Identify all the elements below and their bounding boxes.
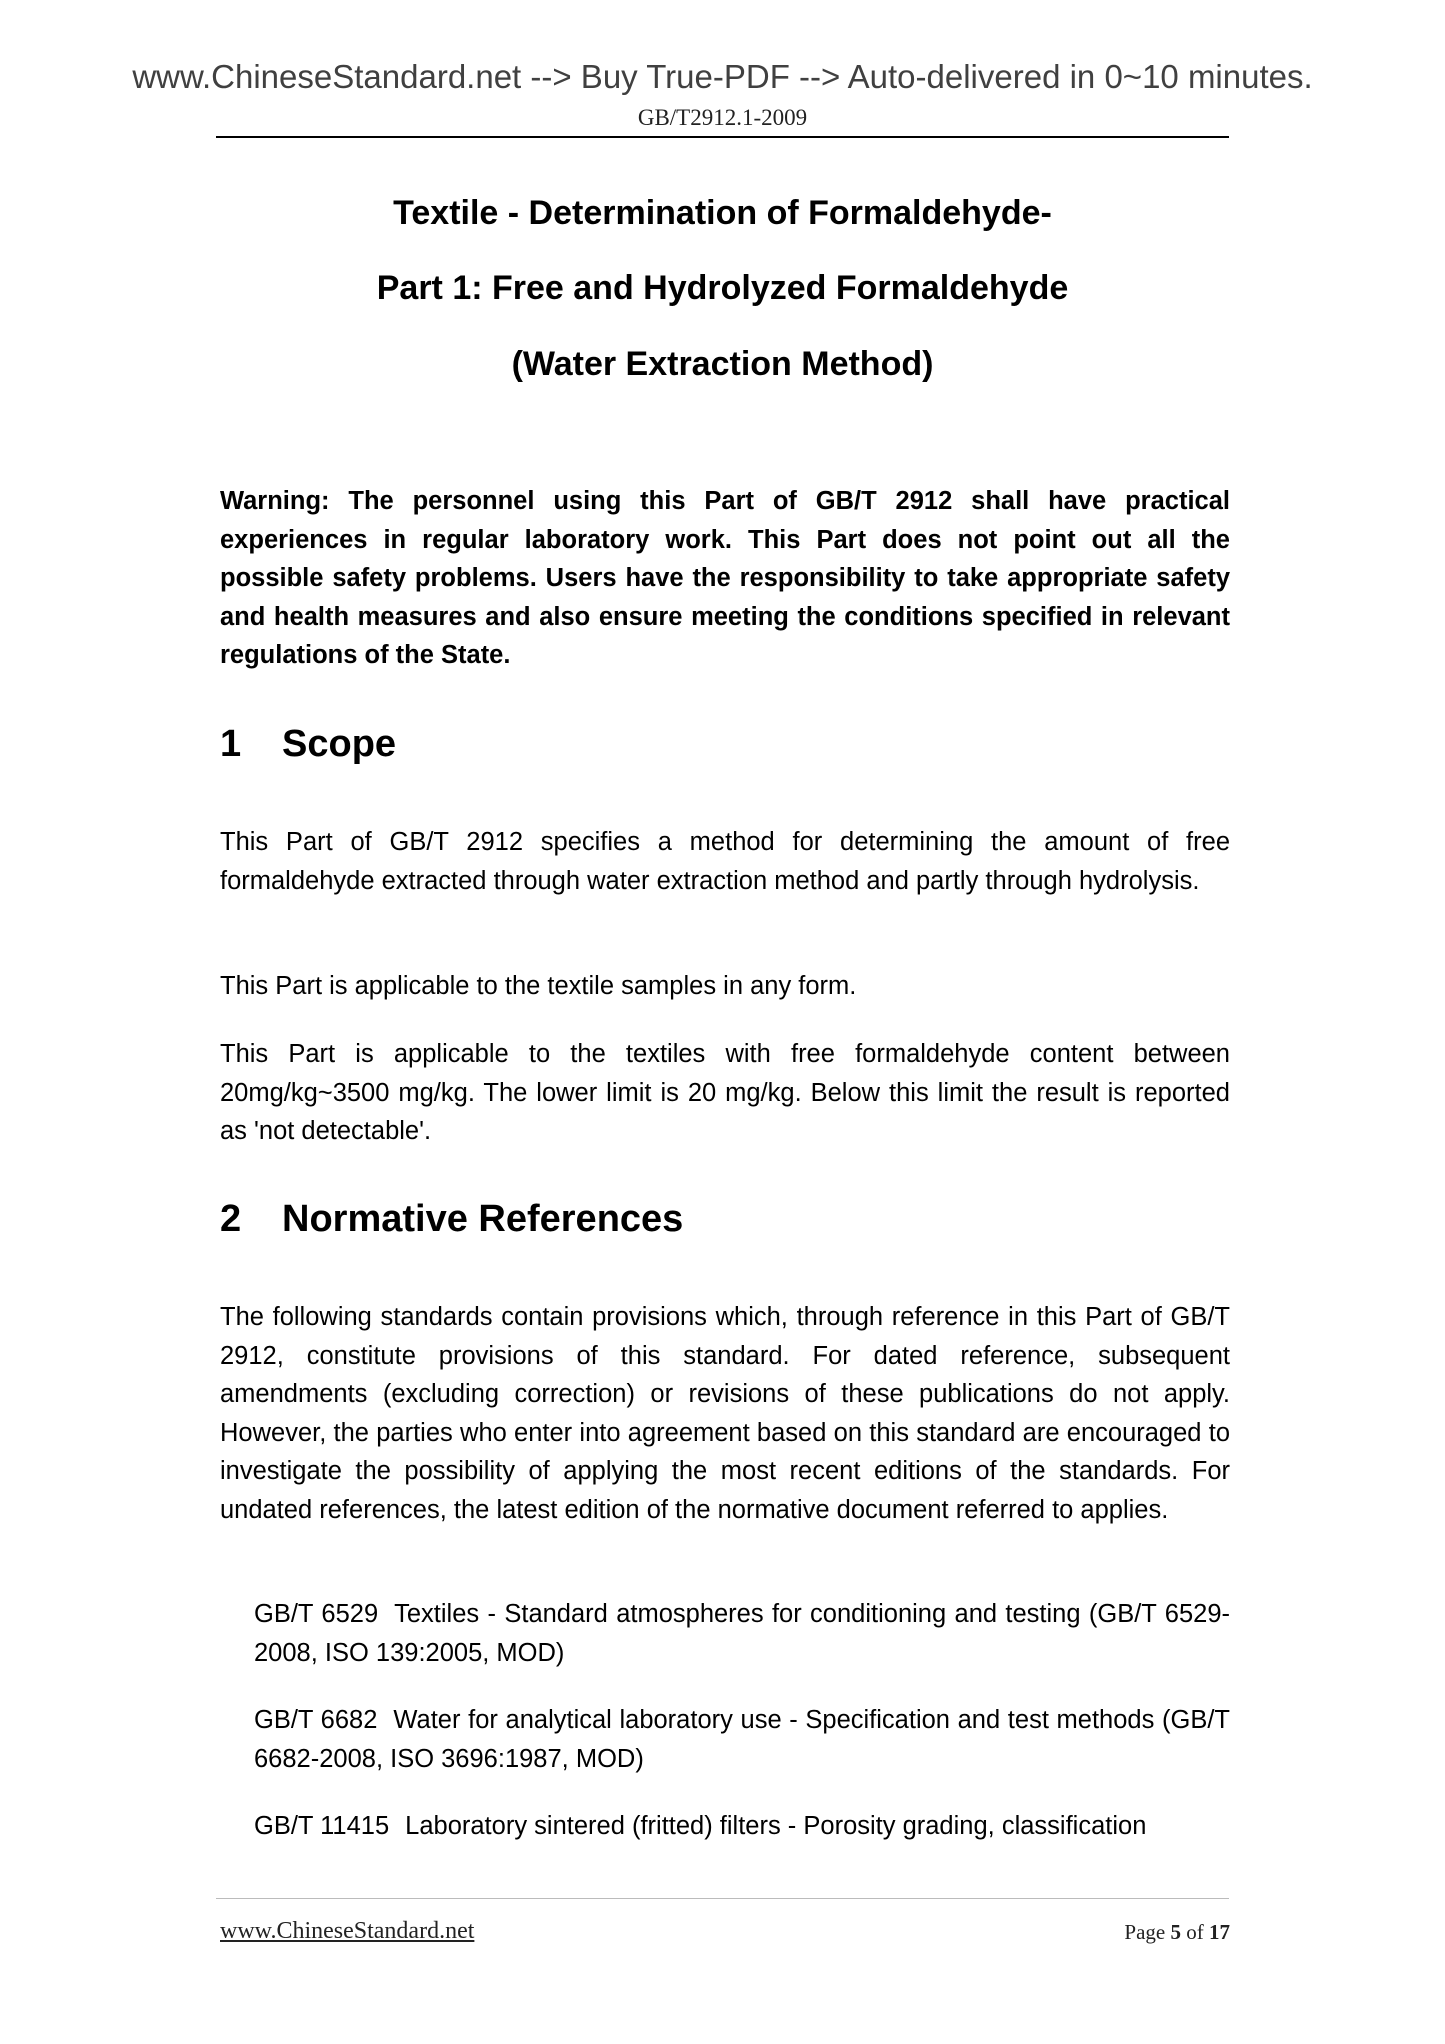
page-total: 17 <box>1209 1920 1230 1944</box>
section-title: Normative References <box>282 1198 684 1240</box>
section-title: Scope <box>282 723 397 765</box>
warning-block <box>220 482 1230 675</box>
scope-paragraph-2 <box>220 967 1230 1006</box>
reference-item <box>254 1595 1230 1672</box>
scope-paragraph-3 <box>220 1035 1230 1151</box>
section-number: 1 <box>220 723 242 765</box>
section-2-heading <box>220 1198 1230 1241</box>
site-banner[interactable]: www.ChineseStandard.net --> Buy True-PDF --> Auto-delivered in 0~10 minutes. <box>132 58 1313 95</box>
document-code: GB/T2912.1-2009 <box>637 105 808 130</box>
footer-divider <box>216 1898 1229 1899</box>
reference-item <box>254 1807 1230 1846</box>
paragraph: The following standards contain provisions which, through reference in this Part of GB/T 2912, constitute provisions of this standard. For dated reference, subsequent amendments (excluding correction) or revisions of these publications do not apply. However, the parties who enter into agreement based on this standard are encouraged to investigate the possibility of applying the most recent editions of the standards. For undated references, the latest edition of the normative document referred to applies. <box>220 1303 1230 1524</box>
title-line-1: Textile - Determination of Formaldehyde- <box>393 194 1052 232</box>
references-intro <box>220 1298 1230 1529</box>
paragraph: This Part is applicable to the textile samples in any form. <box>220 972 857 1000</box>
section-number: 2 <box>220 1198 242 1240</box>
reference-title: Textiles - Standard atmospheres for conditioning and testing (GB/T 6529-2008, ISO 139:2005, MOD) <box>254 1600 1230 1667</box>
title-line-2: Part 1: Free and Hydrolyzed Formaldehyde <box>376 269 1069 307</box>
page-label: Page <box>1124 1920 1166 1944</box>
reference-code: GB/T 11415 <box>254 1812 390 1840</box>
section-1-heading <box>220 723 1230 766</box>
footer-site-link[interactable]: www.ChineseStandard.net <box>220 1918 475 1944</box>
reference-title: Laboratory sintered (fritted) filters - Porosity grading, classification <box>405 1812 1147 1840</box>
paragraph: This Part of GB/T 2912 specifies a method for determining the amount of free formaldehyde extracted through water extraction method and partly through hydrolysis. <box>220 828 1230 895</box>
reference-item <box>254 1701 1230 1778</box>
reference-title: Water for analytical laboratory use - Specification and test methods (GB/T 6682-2008, ISO 3696:1987, MOD) <box>254 1706 1230 1773</box>
title-line-3: (Water Extraction Method) <box>511 345 934 383</box>
paragraph: This Part is applicable to the textiles with free formaldehyde content between 20mg/kg~3500 mg/kg. The lower limit is 20 mg/kg. Below this limit the result is reported as 'not detectable'. <box>220 1040 1230 1145</box>
reference-code: GB/T 6529 <box>254 1600 379 1628</box>
scope-paragraph-1 <box>220 823 1230 900</box>
warning-text: Warning: The personnel using this Part of GB/T 2912 shall have practical experiences in regular laboratory work. This Part does not point out all the possible safety problems. Users have the responsibility to take appropriate safety and health measures and also ensure meeting the conditions specified in relevant regulations of the State. <box>220 487 1230 669</box>
page-indicator <box>1124 1920 1230 1945</box>
header-divider <box>216 136 1229 138</box>
page-current: 5 <box>1170 1920 1181 1944</box>
page-of: of <box>1186 1920 1204 1944</box>
reference-code: GB/T 6682 <box>254 1706 378 1734</box>
